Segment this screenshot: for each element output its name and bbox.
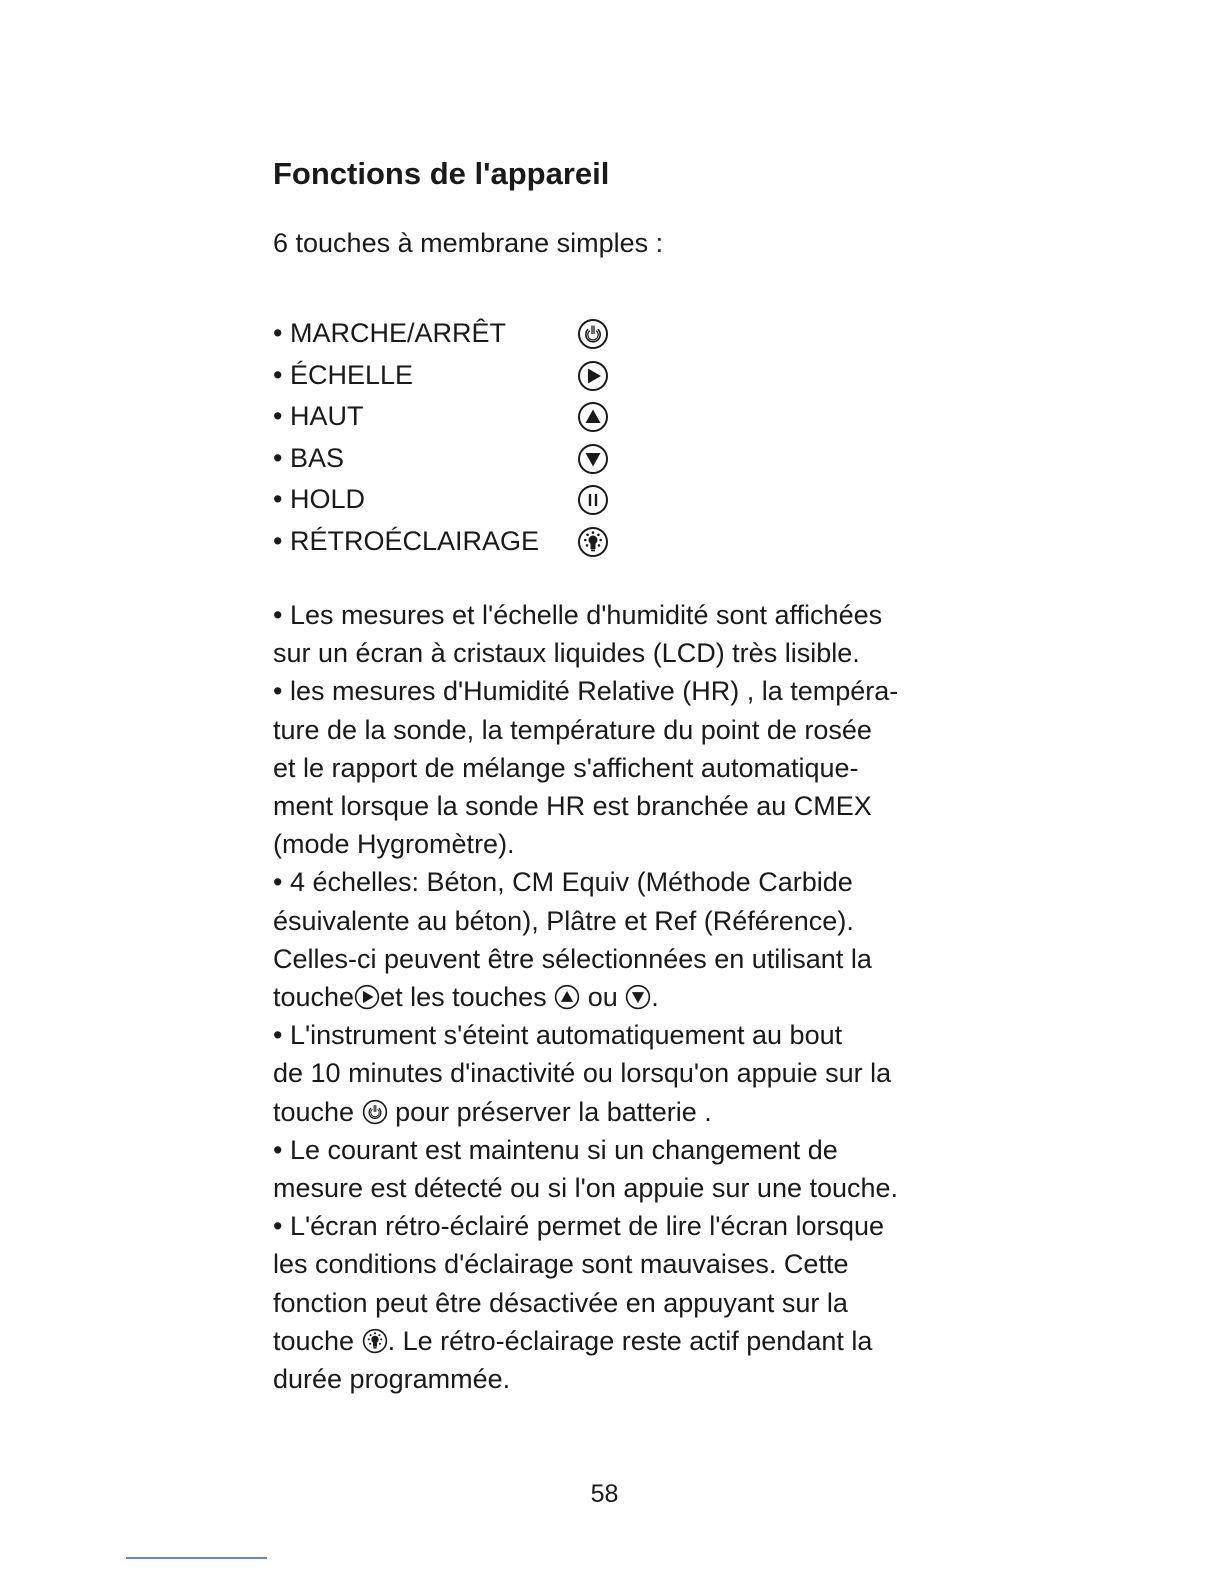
play-icon [354, 984, 380, 1010]
text-line: ment lorsque la sonde HR est branchée au CMEX [273, 791, 872, 822]
text-line: de 10 minutes d'inactivité ou lorsqu'on appuie sur la [273, 1058, 892, 1089]
text-line: les conditions d'éclairage sont mauvaises. Cette [273, 1249, 849, 1280]
footer-divider [126, 1557, 267, 1559]
down-arrow-icon [577, 443, 609, 475]
text-fragment: touche [273, 1325, 355, 1356]
backlight-icon [362, 1328, 388, 1354]
key-label-hold: • HOLD [273, 484, 365, 515]
text-fragment: pour préserver la batterie . [395, 1096, 712, 1127]
list-item-backlight [273, 521, 633, 563]
paragraph-hygrometer [273, 672, 953, 863]
text-fragment: ou [587, 982, 618, 1013]
text-line: ésuivalente au béton), Plâtre et Ref (Référence). [273, 905, 854, 936]
page-number: 58 [590, 1480, 619, 1508]
paragraph-scales [273, 863, 953, 1016]
text-fragment: . [651, 982, 659, 1013]
list-item-down [273, 438, 633, 480]
intro-text: 6 touches à membrane simples : [273, 228, 664, 258]
down-arrow-icon [625, 984, 651, 1010]
text-line: • les mesures d'Humidité Relative (HR) , la tempéra- [273, 676, 899, 707]
list-item-up [273, 396, 633, 438]
key-label-backlight: • RÉTROÉCLAIRAGE [273, 525, 540, 556]
text-line: • L'écran rétro-éclairé permet de lire l'écran lorsque [273, 1211, 885, 1242]
text-fragment: et les touches [380, 982, 547, 1013]
up-arrow-icon [554, 984, 580, 1010]
text-line [273, 982, 659, 1012]
play-icon [577, 360, 609, 392]
text-line: Celles-ci peuvent être sélectionnées en utilisant la [273, 943, 872, 974]
feature-description [273, 596, 953, 1398]
pause-icon [577, 484, 609, 516]
paragraph-lcd [273, 596, 953, 672]
text-line: et le rapport de mélange s'affichent automatique- [273, 752, 859, 783]
list-item-power [273, 313, 633, 355]
text-fragment: touche [273, 1096, 355, 1127]
key-label-scale: • ÉCHELLE [273, 359, 414, 390]
key-label-down: • BAS [273, 442, 344, 473]
power-icon [577, 318, 609, 350]
paragraph-auto-off [273, 1016, 953, 1131]
backlight-icon [577, 526, 609, 558]
up-arrow-icon [577, 401, 609, 433]
text-fragment: touche [273, 982, 355, 1013]
text-line: fonction peut être désactivée en appuyant sur la [273, 1287, 848, 1318]
text-line: (mode Hygromètre). [273, 829, 515, 860]
page-title: Fonctions de l'appareil [273, 156, 610, 191]
list-item-hold [273, 479, 633, 521]
text-line: ture de la sonde, la température du point de rosée [273, 714, 872, 745]
text-line: mesure est détecté ou si l'on appuie sur une touche. [273, 1173, 899, 1204]
key-label-up: • HAUT [273, 401, 364, 432]
paragraph-power-hold [273, 1131, 953, 1207]
keys-list [273, 313, 633, 563]
text-fragment: . Le rétro-éclairage reste actif pendant la [387, 1325, 873, 1356]
text-line: • Les mesures et l'échelle d'humidité sont affichées [273, 600, 883, 630]
text-line: durée programmée. [273, 1364, 511, 1395]
power-icon [362, 1099, 388, 1125]
text-line: • L'instrument s'éteint automatiquement au bout [273, 1020, 843, 1051]
text-line [273, 1097, 712, 1127]
list-item-scale [273, 355, 633, 397]
text-line: • Le courant est maintenu si un changement de [273, 1134, 838, 1165]
text-line: sur un écran à cristaux liquides (LCD) très lisible. [273, 638, 860, 669]
text-line: • 4 échelles: Béton, CM Equiv (Méthode Carbide [273, 867, 853, 898]
key-label-power: • MARCHE/ARRÊT [273, 318, 506, 348]
text-line [273, 1326, 872, 1356]
paragraph-backlight [273, 1207, 953, 1398]
